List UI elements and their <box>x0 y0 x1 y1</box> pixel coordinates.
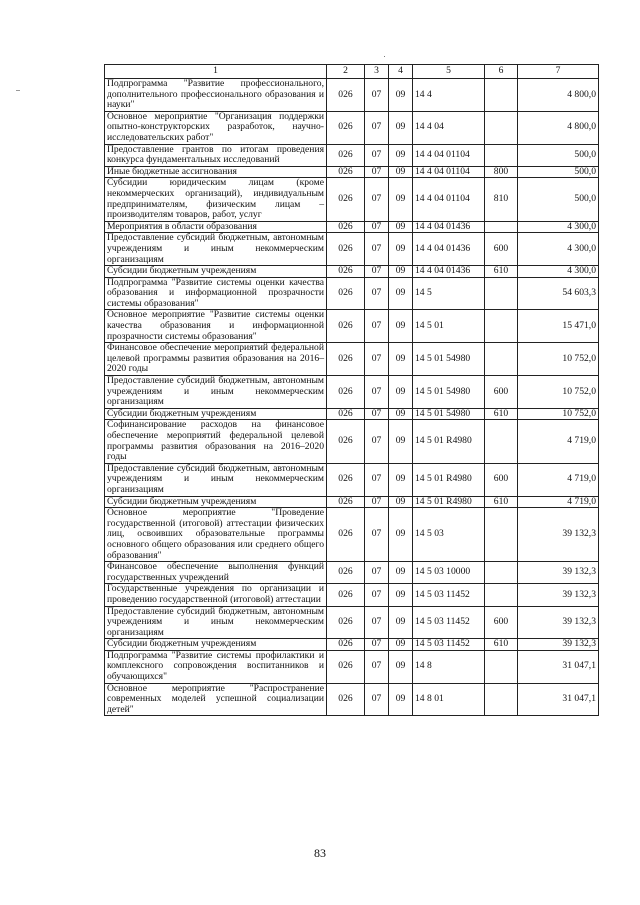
row-target-article: 14 5 01 <box>413 310 485 343</box>
row-amount: 500,0 <box>518 144 599 166</box>
row-amount: 500,0 <box>518 166 599 178</box>
row-target-article: 14 8 01 <box>413 683 485 716</box>
row-section: 07 <box>365 144 389 166</box>
table-row <box>105 420 599 463</box>
row-amount: 4 719,0 <box>518 463 599 496</box>
row-expense-type: 610 <box>485 496 518 508</box>
row-code-admin: 026 <box>327 508 365 562</box>
row-target-article: 14 4 04 01436 <box>413 221 485 233</box>
table-row <box>105 683 599 716</box>
row-section: 07 <box>365 233 389 266</box>
row-target-article: 14 5 01 R4980 <box>413 420 485 463</box>
row-amount: 4 300,0 <box>518 233 599 266</box>
row-target-article: 14 4 04 01436 <box>413 233 485 266</box>
row-section: 07 <box>365 111 389 144</box>
row-name: Софинансирование расходов на финансовое обеспечение мероприятий федеральной целевой программы развития образования на 2016–2020 годы <box>105 420 327 463</box>
row-code-admin: 026 <box>327 166 365 178</box>
row-expense-type <box>485 79 518 112</box>
row-code-admin: 026 <box>327 408 365 420</box>
table-row <box>105 79 599 112</box>
row-target-article: 14 4 <box>413 79 485 112</box>
row-subsection: 09 <box>389 166 413 178</box>
table-row <box>105 233 599 266</box>
table-row <box>105 650 599 683</box>
row-target-article: 14 5 01 54980 <box>413 408 485 420</box>
row-subsection: 09 <box>389 584 413 606</box>
header-col-7: 7 <box>518 65 599 79</box>
row-expense-type <box>485 111 518 144</box>
budget-table <box>104 64 599 716</box>
row-section: 07 <box>365 508 389 562</box>
row-subsection: 09 <box>389 639 413 651</box>
row-name: Субсидии юридическим лицам (кроме некоммерческих организаций), индивидуальным предпринимателям, физическим лицам – производителям товаров, работ, услуг <box>105 178 327 221</box>
header-col-4: 4 <box>389 65 413 79</box>
row-expense-type: 610 <box>485 639 518 651</box>
header-col-5: 5 <box>413 65 485 79</box>
row-section: 07 <box>365 650 389 683</box>
row-name: Основное мероприятие "Проведение государственной (итоговой) аттестации физических лиц, освоивших образовательные программы основного общего образования или среднего общего образования" <box>105 508 327 562</box>
table-row <box>105 508 599 562</box>
row-section: 07 <box>365 266 389 278</box>
table-row <box>105 266 599 278</box>
header-col-1: 1 <box>105 65 327 79</box>
row-name: Субсидии бюджетным учреждениям <box>105 496 327 508</box>
header-col-2: 2 <box>327 65 365 79</box>
table-row <box>105 178 599 221</box>
row-code-admin: 026 <box>327 111 365 144</box>
row-amount: 10 752,0 <box>518 343 599 376</box>
row-target-article: 14 4 04 01104 <box>413 178 485 221</box>
row-code-admin: 026 <box>327 683 365 716</box>
row-expense-type <box>485 508 518 562</box>
row-code-admin: 026 <box>327 650 365 683</box>
row-name: Основное мероприятие "Распространение современных моделей успешной социализации детей" <box>105 683 327 716</box>
table-row <box>105 463 599 496</box>
row-code-admin: 026 <box>327 639 365 651</box>
row-subsection: 09 <box>389 343 413 376</box>
row-section: 07 <box>365 606 389 639</box>
row-code-admin: 026 <box>327 562 365 584</box>
row-expense-type <box>485 310 518 343</box>
row-subsection: 09 <box>389 508 413 562</box>
row-target-article: 14 4 04 01104 <box>413 144 485 166</box>
row-target-article: 14 5 <box>413 277 485 310</box>
row-target-article: 14 8 <box>413 650 485 683</box>
row-subsection: 09 <box>389 420 413 463</box>
row-target-article: 14 4 04 01436 <box>413 266 485 278</box>
table-row <box>105 606 599 639</box>
table-row <box>105 584 599 606</box>
table-row <box>105 310 599 343</box>
row-subsection: 09 <box>389 562 413 584</box>
row-expense-type: 810 <box>485 178 518 221</box>
row-expense-type <box>485 650 518 683</box>
row-expense-type <box>485 144 518 166</box>
row-code-admin: 026 <box>327 496 365 508</box>
row-code-admin: 026 <box>327 79 365 112</box>
row-expense-type: 600 <box>485 463 518 496</box>
row-expense-type: 600 <box>485 376 518 409</box>
row-section: 07 <box>365 562 389 584</box>
row-amount: 4 300,0 <box>518 266 599 278</box>
row-section: 07 <box>365 310 389 343</box>
row-code-admin: 026 <box>327 606 365 639</box>
row-amount: 31 047,1 <box>518 650 599 683</box>
row-section: 07 <box>365 420 389 463</box>
row-expense-type: 600 <box>485 606 518 639</box>
row-expense-type <box>485 343 518 376</box>
row-name: Финансовое обеспечение мероприятий федеральной целевой программы развития образования на 2016–2020 годы <box>105 343 327 376</box>
table-row <box>105 639 599 651</box>
row-name: Подпрограмма "Развитие профессионального, дополнительного профессионального образования и науки" <box>105 79 327 112</box>
row-code-admin: 026 <box>327 221 365 233</box>
row-amount: 4 719,0 <box>518 496 599 508</box>
row-expense-type: 610 <box>485 408 518 420</box>
row-name: Субсидии бюджетным учреждениям <box>105 408 327 420</box>
row-amount: 39 132,3 <box>518 508 599 562</box>
table-row <box>105 496 599 508</box>
row-section: 07 <box>365 639 389 651</box>
row-code-admin: 026 <box>327 343 365 376</box>
table-header-row <box>105 65 599 79</box>
row-name: Финансовое обеспечение выполнения функций государственных учреждений <box>105 562 327 584</box>
row-name: Субсидии бюджетным учреждениям <box>105 266 327 278</box>
row-section: 07 <box>365 376 389 409</box>
row-subsection: 09 <box>389 277 413 310</box>
row-name: Субсидии бюджетным учреждениям <box>105 639 327 651</box>
row-amount: 39 132,3 <box>518 606 599 639</box>
row-target-article: 14 4 04 01104 <box>413 166 485 178</box>
table-row <box>105 221 599 233</box>
table-row <box>105 111 599 144</box>
row-name: Мероприятия в области образования <box>105 221 327 233</box>
row-code-admin: 026 <box>327 266 365 278</box>
table-row <box>105 277 599 310</box>
table-row <box>105 144 599 166</box>
row-name: Предоставление субсидий бюджетным, автономным учреждениям и иным некоммерческим организациям <box>105 376 327 409</box>
row-code-admin: 026 <box>327 420 365 463</box>
row-amount: 54 603,3 <box>518 277 599 310</box>
row-expense-type <box>485 420 518 463</box>
row-expense-type: 800 <box>485 166 518 178</box>
row-subsection: 09 <box>389 233 413 266</box>
row-code-admin: 026 <box>327 277 365 310</box>
row-subsection: 09 <box>389 606 413 639</box>
row-expense-type <box>485 683 518 716</box>
row-name: Иные бюджетные ассигнования <box>105 166 327 178</box>
row-target-article: 14 5 03 11452 <box>413 606 485 639</box>
row-amount: 4 719,0 <box>518 420 599 463</box>
row-section: 07 <box>365 463 389 496</box>
row-name: Предоставление грантов по итогам проведения конкурса фундаментальных исследований <box>105 144 327 166</box>
row-code-admin: 026 <box>327 178 365 221</box>
row-target-article: 14 5 01 54980 <box>413 343 485 376</box>
row-section: 07 <box>365 178 389 221</box>
header-col-3: 3 <box>365 65 389 79</box>
row-code-admin: 026 <box>327 144 365 166</box>
row-expense-type <box>485 562 518 584</box>
row-subsection: 09 <box>389 376 413 409</box>
table-row <box>105 408 599 420</box>
row-subsection: 09 <box>389 496 413 508</box>
row-target-article: 14 5 03 11452 <box>413 584 485 606</box>
row-section: 07 <box>365 221 389 233</box>
row-code-admin: 026 <box>327 233 365 266</box>
row-expense-type: 610 <box>485 266 518 278</box>
row-amount: 15 471,0 <box>518 310 599 343</box>
row-amount: 4 800,0 <box>518 79 599 112</box>
row-subsection: 09 <box>389 79 413 112</box>
row-expense-type: 600 <box>485 233 518 266</box>
row-target-article: 14 5 01 54980 <box>413 376 485 409</box>
row-subsection: 09 <box>389 650 413 683</box>
row-section: 07 <box>365 277 389 310</box>
row-amount: 10 752,0 <box>518 376 599 409</box>
row-subsection: 09 <box>389 408 413 420</box>
table-body <box>105 79 599 716</box>
row-expense-type <box>485 221 518 233</box>
row-amount: 39 132,3 <box>518 562 599 584</box>
row-amount: 39 132,3 <box>518 639 599 651</box>
row-target-article: 14 5 03 11452 <box>413 639 485 651</box>
row-name: Подпрограмма "Развитие системы профилактики и комплексного сопровождения воспитанников и обучающихся" <box>105 650 327 683</box>
row-section: 07 <box>365 584 389 606</box>
scan-mark <box>16 90 20 91</box>
row-code-admin: 026 <box>327 584 365 606</box>
row-name: Предоставление субсидий бюджетным, автономным учреждениям и иным некоммерческим организациям <box>105 233 327 266</box>
row-subsection: 09 <box>389 310 413 343</box>
row-name: Предоставление субсидий бюджетным, автономным учреждениям и иным некоммерческим организациям <box>105 606 327 639</box>
row-section: 07 <box>365 343 389 376</box>
row-amount: 10 752,0 <box>518 408 599 420</box>
row-subsection: 09 <box>389 144 413 166</box>
row-section: 07 <box>365 79 389 112</box>
row-name: Основное мероприятие "Организация поддержки опытно-конструкторских разработок, научно-исследовательских работ" <box>105 111 327 144</box>
row-code-admin: 026 <box>327 310 365 343</box>
row-code-admin: 026 <box>327 463 365 496</box>
table-row <box>105 562 599 584</box>
row-amount: 39 132,3 <box>518 584 599 606</box>
row-subsection: 09 <box>389 683 413 716</box>
row-subsection: 09 <box>389 111 413 144</box>
row-section: 07 <box>365 496 389 508</box>
row-section: 07 <box>365 683 389 716</box>
row-amount: 4 800,0 <box>518 111 599 144</box>
row-section: 07 <box>365 166 389 178</box>
row-amount: 500,0 <box>518 178 599 221</box>
row-code-admin: 026 <box>327 376 365 409</box>
row-name: Государственные учреждения по организации и проведению государственной (итоговой) аттестации <box>105 584 327 606</box>
row-target-article: 14 4 04 <box>413 111 485 144</box>
row-subsection: 09 <box>389 178 413 221</box>
row-target-article: 14 5 03 10000 <box>413 562 485 584</box>
row-name: Основное мероприятие "Развитие системы оценки качества образования и информационной прозрачности системы образования" <box>105 310 327 343</box>
row-target-article: 14 5 01 R4980 <box>413 496 485 508</box>
row-name: Предоставление субсидий бюджетным, автономным учреждениям и иным некоммерческим организациям <box>105 463 327 496</box>
row-subsection: 09 <box>389 221 413 233</box>
row-expense-type <box>485 584 518 606</box>
row-target-article: 14 5 03 <box>413 508 485 562</box>
table-row <box>105 376 599 409</box>
row-name: Подпрограмма "Развитие системы оценки качества образования и информационной прозрачности системы образования" <box>105 277 327 310</box>
row-amount: 4 300,0 <box>518 221 599 233</box>
row-section: 07 <box>365 408 389 420</box>
row-target-article: 14 5 01 R4980 <box>413 463 485 496</box>
table-row <box>105 166 599 178</box>
row-expense-type <box>485 277 518 310</box>
row-subsection: 09 <box>389 266 413 278</box>
table-row <box>105 343 599 376</box>
page-number: 83 <box>314 846 326 860</box>
header-col-6: 6 <box>485 65 518 79</box>
row-amount: 31 047,1 <box>518 683 599 716</box>
row-subsection: 09 <box>389 463 413 496</box>
scan-speck <box>384 56 385 57</box>
